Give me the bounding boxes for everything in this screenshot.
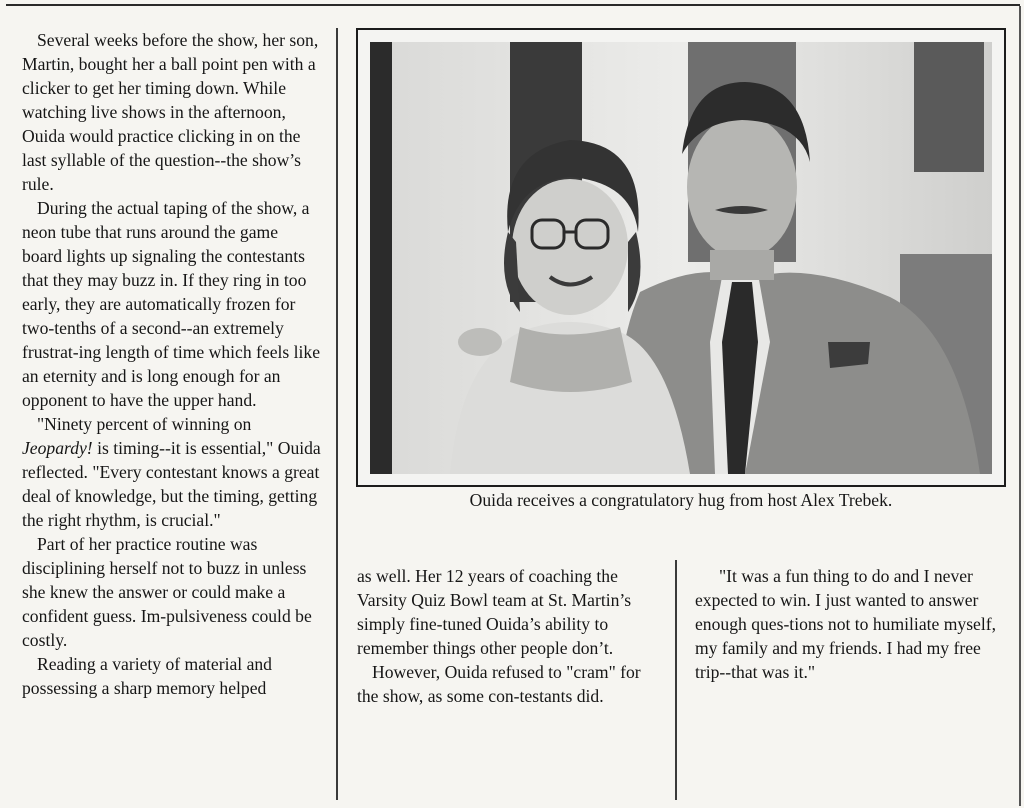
article-middle-column: [357, 564, 657, 708]
paragraph: as well. Her 12 years of coaching the Varsity Quiz Bowl team at St. Martin’s simply fine-tuned Ouida’s ability to remember things other people don’t.: [357, 566, 632, 658]
photo-image: [370, 42, 992, 474]
paragraph: During the actual taping of the show, a neon tube that runs around the game board lights up signaling the contestants that they may buzz in. If they ring in too early, they are automatically frozen for two-tenths of a second--an extremely frustrat-ing length of time which feels like an eternity and is long enough for an opponent to have the upper hand.: [22, 198, 321, 410]
paragraph: Reading a variety of material and possessing a sharp memory helped: [22, 654, 272, 698]
article-left-column: [22, 28, 322, 700]
top-rule: [6, 4, 1020, 6]
page-right-edge: [1019, 6, 1021, 806]
photo-caption: Ouida receives a congratulatory hug from host Alex Trebek.: [469, 490, 893, 510]
news-photo: [356, 28, 1006, 487]
paragraph: Part of her practice routine was disciplining herself not to buzz in unless she knew the answer or could make a confident guess. Im-pulsiveness could be costly.: [22, 534, 312, 650]
paragraph-quote: [22, 412, 322, 532]
paragraph: However, Ouida refused to "cram" for the show, as some con-testants did.: [357, 662, 641, 706]
paragraph: Several weeks before the show, her son, Martin, bought her a ball point pen with a clicker to get her timing down. While watching live shows in the afternoon, Ouida would practice clicking in on the last syllable of the question--the show’s rule.: [22, 30, 319, 194]
quote-rest: is timing--it is essential," Ouida reflected. "Every contestant knows a great deal of knowledge, but the timing, getting the right rhythm, is crucial.": [22, 438, 321, 530]
right-column-divider: [675, 560, 677, 800]
quote-open: "Ninety percent of winning on: [37, 414, 252, 434]
article-right-column: [695, 564, 1000, 684]
left-column-divider: [336, 28, 338, 800]
show-title: Jeopardy!: [22, 438, 93, 458]
paragraph-quote: "It was a fun thing to do and I never expected to win. I just wanted to answer enough ques-tions not to humiliate myself, my family and my friends. I had my free trip--that was it.": [695, 566, 997, 682]
